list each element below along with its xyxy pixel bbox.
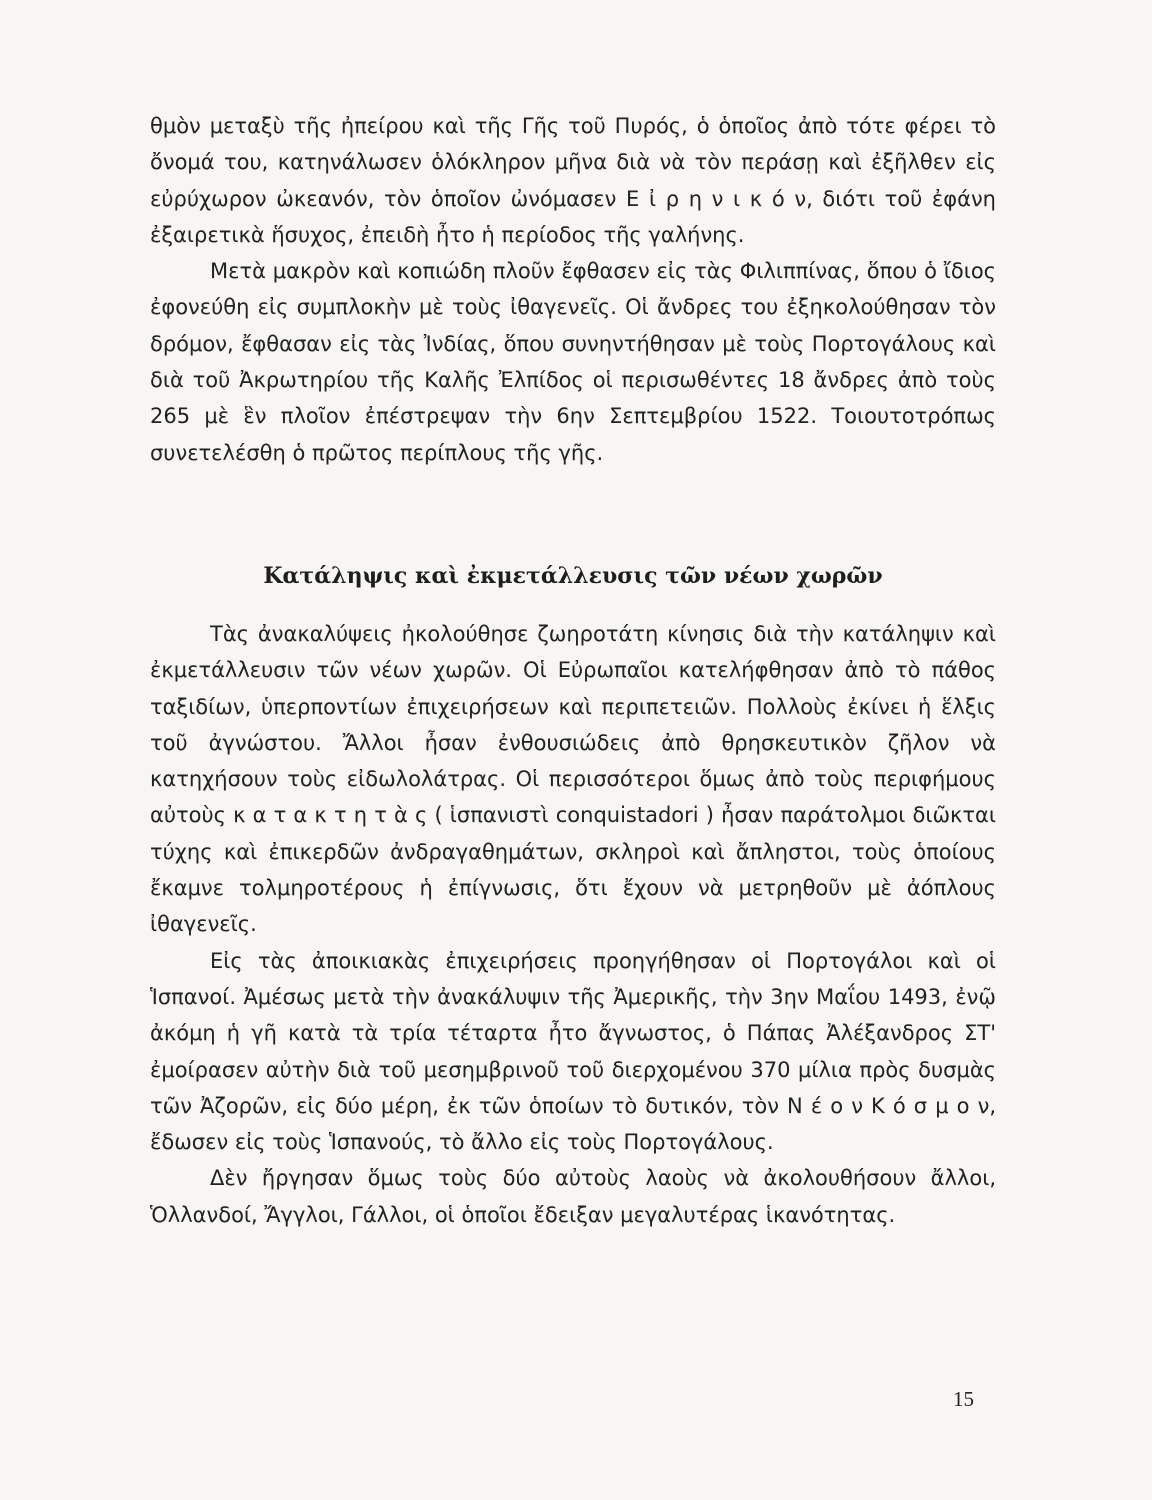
paragraph-other-nations: Δὲν ἤργησαν ὅμως τοὺς δύο αὐτοὺς λαοὺς νὰ ἀκολουθήσουν ἄλλοι, Ὁλλανδοί, Ἄγγλοι, Γάλλοι, οἱ ὁποῖοι ἔδειξαν μεγαλυτέρας ἱκανότητας. xyxy=(150,1166,996,1227)
text-section-top xyxy=(150,108,996,471)
page-number: 15 xyxy=(953,1387,974,1411)
paragraph-conquest: Τὰς ἀνακαλύψεις ἠκολούθησε ζωηροτάτη κίνησις διὰ τὴν κατάληψιν καὶ ἐκμετάλλευσιν τῶν νέων χωρῶν. Οἱ Εὐρωπαῖοι κατελήφθησαν ἀπὸ τὸ πάθος ταξιδίων, ὑπερποντίων ἐπιχειρήσεων καὶ περιπετειῶν. Πολλοὺς ἐκίνει ἡ ἕλξις τοῦ ἀγνώστου. Ἄλλοι ἦσαν ἐνθουσιώδεις ἀπὸ θρησκευτικὸν ζῆλον νὰ κατηχήσουν τοὺς εἰδωλολάτρας. Οἱ περισσότεροι ὅμως ἀπὸ τοὺς περιφήμους αὐτοὺς κ α τ α κ τ η τ ὰ ς ( ἱσπανιστὶ conquistadori ) ἦσαν παράτολμοι διῶκται τύχης καὶ ἐπικερδῶν ἀνδραγαθημάτων, σκληροὶ καὶ ἄπληστοι, τοὺς ὁποίους ἔκαμνε τολμηροτέρους ἡ ἐπίγνωσις, ὅτι ἔχουν νὰ μετρηθοῦν μὲ ἀόπλους ἰθαγενεῖς. xyxy=(150,622,996,937)
section-heading: Κατάληψις καὶ ἐκμετάλλευσις τῶν νέων χωρῶν xyxy=(263,563,883,589)
paragraph-colonial-enterprises: Εἰς τὰς ἀποικιακὰς ἐπιχειρήσεις προηγήθησαν οἱ Πορτογάλοι καὶ οἱ Ἱσπανοί. Ἀμέσως μετὰ τὴν ἀνακάλυψιν τῆς Ἀμερικῆς, τὴν 3ην Μαΐου 1493, ἐνῷ ἀκόμη ἡ γῆ κατὰ τὰ τρία τέταρτα ἦτο ἄγνωστος, ὁ Πάπας Ἀλέξανδρος ΣΤ' ἐμοίρασεν αὐτὴν διὰ τοῦ μεσημβρινοῦ τοῦ διερχομένου 370 μίλια πρὸς δυσμὰς τῶν Ἀζορῶν, εἰς δύο μέρη, ἐκ τῶν ὁποίων τὸ δυτικόν, τὸν Ν έ ο ν Κ ό σ μ ο ν, ἔδωσεν εἰς τοὺς Ἱσπανούς, τὸ ἄλλο εἰς τοὺς Πορτογάλους. xyxy=(150,948,996,1155)
paragraph-continuation: θμὸν μεταξὺ τῆς ἠπείρου καὶ τῆς Γῆς τοῦ Πυρός, ὁ ὁποῖος ἀπὸ τότε φέρει τὸ ὄνομά του, κατηνάλωσεν ὁλόκληρον μῆνα διὰ νὰ τὸν περάσῃ καὶ ἐξῆλθεν εἰς εὐρύχωρον ὠκεανόν, τὸν ὁποῖον ὠνόμασεν Ε ἰ ρ η ν ι κ ό ν, διότι τοῦ ἐφάνη ἐξαιρετικὰ ἥσυχος, ἐπειδὴ ἦτο ἡ περίοδος τῆς γαλήνης. xyxy=(150,114,996,247)
text-section-bottom xyxy=(150,616,996,1233)
paragraph-magellan-voyage: Μετὰ μακρὸν καὶ κοπιώδη πλοῦν ἔφθασεν εἰς τὰς Φιλιππίνας, ὅπου ὁ ἴδιος ἐφονεύθη εἰς συμπλοκὴν μὲ τοὺς ἰθαγενεῖς. Οἱ ἄνδρες του ἐξηκολούθησαν τὸν δρόμον, ἔφθασαν εἰς τὰς Ἰνδίας, ὅπου συνηντήθησαν μὲ τοὺς Πορτογάλους καὶ διὰ τοῦ Ἀκρωτηρίου τῆς Καλῆς Ἐλπίδος οἱ περισωθέντες 18 ἄνδρες ἀπὸ τοὺς 265 μὲ ἓν πλοῖον ἐπέστρεψαν τὴν 6ην Σεπτεμβρίου 1522. Τοιουτοτρόπως συνετελέσθη ὁ πρῶτος περίπλους τῆς γῆς. xyxy=(150,259,996,465)
